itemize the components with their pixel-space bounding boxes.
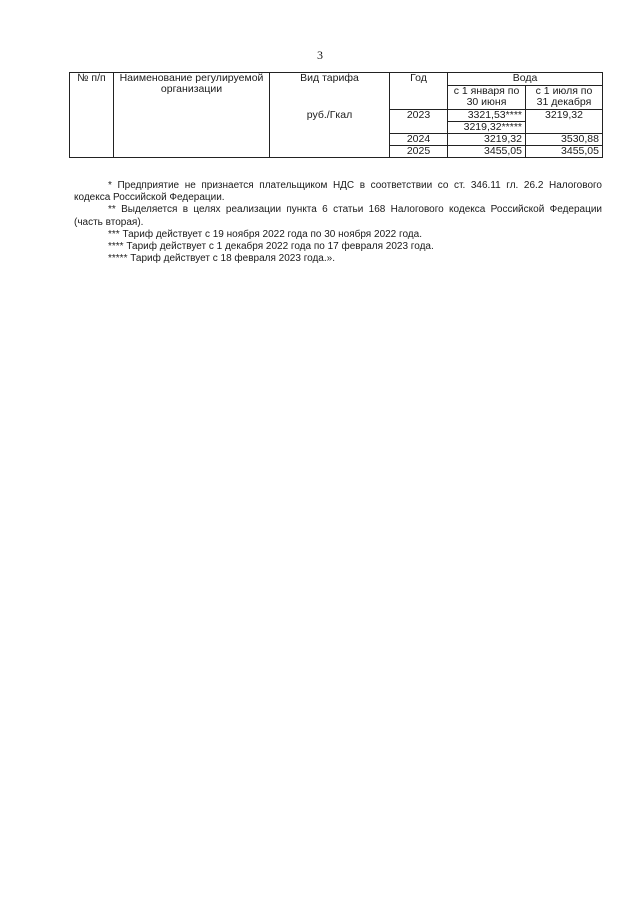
header-year: Год — [390, 73, 448, 110]
value-cell: 3219,32 — [448, 134, 526, 146]
footnote-tariff-period-5: ***** Тариф действует с 18 февраля 2023 года.». — [108, 253, 335, 265]
value-cell: 3530,88 — [526, 134, 603, 146]
header-water: Вода — [448, 73, 603, 86]
footnote-tariff-period-4: **** Тариф действует с 1 декабря 2022 года по 17 февраля 2023 года. — [108, 241, 434, 253]
header-tariff-type: Вид тарифа — [270, 73, 390, 110]
tariff-table — [69, 72, 603, 158]
footnote-vat-allocated: ** Выделяется в целях реализации пункта 6 статьи 168 Налогового кодекса Российской Федерации (часть вторая). — [74, 204, 602, 228]
year-cell: 2023 — [390, 110, 448, 134]
footnote-vat-exempt: * Предприятие не признается плательщиком НДС в соответствии со ст. 346.11 гл. 26.2 Налогового кодекса Российской Федерации. — [74, 180, 602, 204]
header-period-jul-dec: с 1 июля по 31 декабря — [526, 86, 603, 110]
value-cell: 3219,32 — [526, 110, 603, 134]
year-cell: 2024 — [390, 134, 448, 146]
header-period-jan-jun: с 1 января по 30 июня — [448, 86, 526, 110]
tariff-type-value: руб./Гкал — [270, 110, 390, 158]
page-number: 3 — [317, 48, 323, 62]
header-number: № п/п — [70, 73, 114, 158]
value-cell: 3219,32***** — [448, 122, 526, 134]
value-cell: 3455,05 — [526, 146, 603, 158]
value-cell: 3321,53**** — [448, 110, 526, 122]
year-cell: 2025 — [390, 146, 448, 158]
header-organization: Наименование регулируемой организации — [114, 73, 270, 158]
footnote-tariff-period-3: *** Тариф действует с 19 ноября 2022 года по 30 ноября 2022 года. — [108, 228, 422, 240]
footnotes — [74, 180, 602, 265]
value-cell: 3455,05 — [448, 146, 526, 158]
